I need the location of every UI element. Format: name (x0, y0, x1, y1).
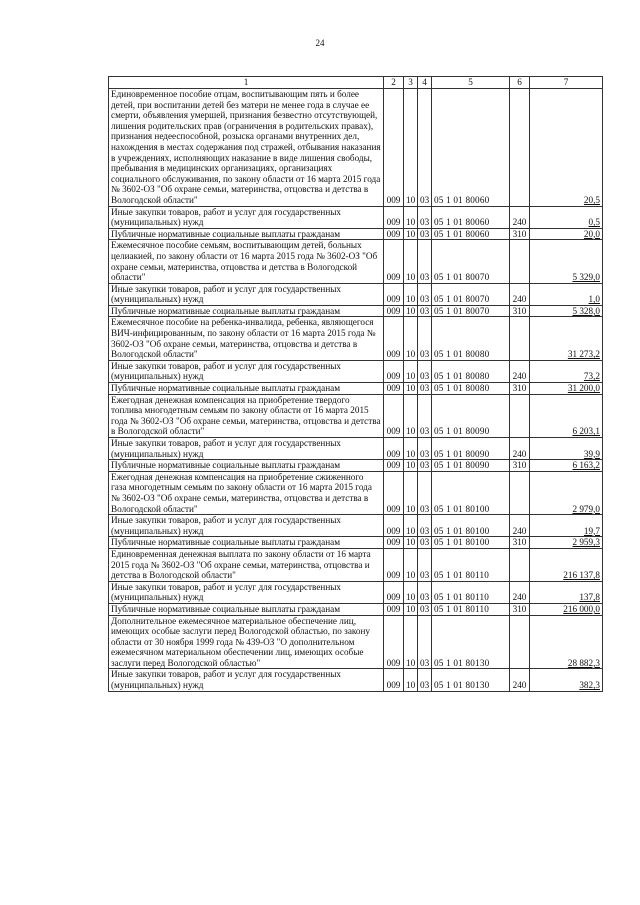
table-row (109, 460, 603, 472)
row-target-article-cell: 05 1 01 80080 (432, 360, 510, 382)
row-name-cell: Ежемесячное пособие на ребенка-инвалида, ребенка, являющегося ВИЧ-инфицированным, по закону области от 16 марта 2015 года № 3602-ОЗ "Об охране семьи, материнства, отцовства и детства в Вологодской области" (109, 317, 384, 360)
row-admin-code-cell: 009 (384, 206, 404, 228)
row-section-cell: 10 (404, 394, 418, 437)
row-section-cell: 10 (404, 581, 418, 603)
row-amount-cell (530, 460, 603, 472)
row-section-cell: 10 (404, 460, 418, 472)
row-subsection-cell: 03 (418, 460, 432, 472)
row-target-article-cell: 05 1 01 80060 (432, 89, 510, 207)
table-row (109, 317, 603, 360)
row-amount-cell (530, 383, 603, 395)
row-amount-cell (530, 305, 603, 317)
budget-table (108, 76, 603, 692)
row-section-cell: 10 (404, 669, 418, 691)
table-row (109, 669, 603, 691)
row-expense-type-cell (510, 615, 530, 669)
row-name-cell: Публичные нормативные социальные выплаты гражданам (109, 537, 384, 549)
table-row (109, 603, 603, 615)
row-amount-cell (530, 438, 603, 460)
row-section-cell: 10 (404, 283, 418, 305)
row-expense-type-cell: 240 (510, 283, 530, 305)
header-col-3: 3 (404, 77, 418, 89)
row-admin-code-cell: 009 (384, 669, 404, 691)
table-row (109, 537, 603, 549)
row-expense-type-cell: 310 (510, 603, 530, 615)
row-amount-cell (530, 228, 603, 240)
row-amount-cell (530, 537, 603, 549)
row-expense-type-cell (510, 548, 530, 581)
row-admin-code-cell: 009 (384, 228, 404, 240)
row-name-cell: Иные закупки товаров, работ и услуг для государственных (муниципальных) нужд (109, 283, 384, 305)
row-name-cell: Иные закупки товаров, работ и услуг для государственных (муниципальных) нужд (109, 515, 384, 537)
row-subsection-cell: 03 (418, 669, 432, 691)
row-target-article-cell: 05 1 01 80130 (432, 669, 510, 691)
header-col-2: 2 (384, 77, 404, 89)
row-subsection-cell: 03 (418, 438, 432, 460)
table-body (109, 89, 603, 692)
row-name-cell: Иные закупки товаров, работ и услуг для государственных (муниципальных) нужд (109, 438, 384, 460)
table-row (109, 305, 603, 317)
row-name-cell: Иные закупки товаров, работ и услуг для государственных (муниципальных) нужд (109, 669, 384, 691)
row-section-cell: 10 (404, 206, 418, 228)
row-subsection-cell: 03 (418, 471, 432, 514)
header-col-5: 5 (432, 77, 510, 89)
row-admin-code-cell: 009 (384, 360, 404, 382)
header-col-4: 4 (418, 77, 432, 89)
row-target-article-cell: 05 1 01 80070 (432, 283, 510, 305)
amount-value: 73,2 (583, 371, 600, 382)
amount-value: 5 329,0 (572, 272, 600, 283)
row-amount-cell (530, 89, 603, 207)
amount-value: 20,0 (583, 228, 600, 239)
row-admin-code-cell: 009 (384, 283, 404, 305)
row-expense-type-cell (510, 240, 530, 283)
row-admin-code-cell: 009 (384, 317, 404, 360)
row-name-cell: Публичные нормативные социальные выплаты гражданам (109, 228, 384, 240)
row-expense-type-cell (510, 471, 530, 514)
row-admin-code-cell: 009 (384, 548, 404, 581)
row-name-cell: Единовременное пособие отцам, воспитывающим пять и более детей, при воспитании детей без матери не менее года в случае ее смерти, объявления умершей, признания безвестно отсутствующей, лишения родительских прав (ограничения в родительских правах), признания недееспособной, розыска органами внутренних дел, нахождения в местах содержания под стражей, отбывания наказания в учреждениях, исполняющих наказание в виде лишения свободы, пребывания в медицинских организациях, организациях социального обслуживания, по закону области от 16 марта 2015 года № 3602-ОЗ "Об охране семьи, материнства, отцовства и детства в Вологодской области" (109, 89, 384, 207)
row-expense-type-cell: 310 (510, 305, 530, 317)
amount-value: 2 979,0 (572, 503, 600, 514)
amount-value: 5 328,0 (572, 305, 600, 316)
row-subsection-cell: 03 (418, 228, 432, 240)
row-name-cell: Иные закупки товаров, работ и услуг для государственных (муниципальных) нужд (109, 206, 384, 228)
row-amount-cell (530, 360, 603, 382)
row-admin-code-cell: 009 (384, 305, 404, 317)
row-name-cell: Ежегодная денежная компенсация на приобретение твердого топлива многодетным семьям по закону области от 16 марта 2015 года № 3602-ОЗ "Об охране семьи, материнства, отцовства и детства в Вологодской области" (109, 394, 384, 437)
row-target-article-cell: 05 1 01 80100 (432, 515, 510, 537)
row-expense-type-cell: 310 (510, 228, 530, 240)
row-admin-code-cell: 009 (384, 515, 404, 537)
row-amount-cell (530, 581, 603, 603)
row-section-cell: 10 (404, 603, 418, 615)
row-target-article-cell: 05 1 01 80070 (432, 240, 510, 283)
table-row (109, 394, 603, 437)
row-admin-code-cell: 009 (384, 383, 404, 395)
row-admin-code-cell: 009 (384, 537, 404, 549)
header-row (109, 77, 603, 89)
amount-value: 39,9 (583, 448, 600, 459)
amount-value: 1,0 (588, 294, 600, 305)
row-name-cell: Публичные нормативные социальные выплаты гражданам (109, 603, 384, 615)
row-subsection-cell: 03 (418, 317, 432, 360)
row-subsection-cell: 03 (418, 615, 432, 669)
row-section-cell: 10 (404, 438, 418, 460)
row-admin-code-cell: 009 (384, 460, 404, 472)
row-subsection-cell: 03 (418, 240, 432, 283)
row-admin-code-cell: 009 (384, 471, 404, 514)
row-expense-type-cell (510, 89, 530, 207)
row-expense-type-cell: 240 (510, 438, 530, 460)
row-amount-cell (530, 394, 603, 437)
row-target-article-cell: 05 1 01 80060 (432, 228, 510, 240)
row-subsection-cell: 03 (418, 283, 432, 305)
row-name-cell: Единовременная денежная выплата по закону области от 16 марта 2015 года № 3602-ОЗ "Об охране семьи, материнства, отцовства и детства в Вологодской области" (109, 548, 384, 581)
row-target-article-cell: 05 1 01 80130 (432, 615, 510, 669)
row-amount-cell (530, 548, 603, 581)
row-subsection-cell: 03 (418, 603, 432, 615)
table-row (109, 471, 603, 514)
row-amount-cell (530, 615, 603, 669)
row-name-cell: Публичные нормативные социальные выплаты гражданам (109, 383, 384, 395)
amount-value: 2 959,3 (572, 537, 600, 548)
header-col-1: 1 (109, 77, 384, 89)
row-amount-cell (530, 471, 603, 514)
table-row (109, 283, 603, 305)
row-section-cell: 10 (404, 89, 418, 207)
table-row (109, 228, 603, 240)
amount-value: 382,3 (579, 680, 600, 691)
row-target-article-cell: 05 1 01 80060 (432, 206, 510, 228)
table-row (109, 383, 603, 395)
row-section-cell: 10 (404, 317, 418, 360)
header-col-7: 7 (530, 77, 603, 89)
row-amount-cell (530, 515, 603, 537)
table-row (109, 89, 603, 207)
row-amount-cell (530, 317, 603, 360)
row-amount-cell (530, 206, 603, 228)
row-name-cell: Публичные нормативные социальные выплаты гражданам (109, 460, 384, 472)
row-expense-type-cell: 240 (510, 669, 530, 691)
row-subsection-cell: 03 (418, 305, 432, 317)
row-admin-code-cell: 009 (384, 438, 404, 460)
page-number: 24 (315, 38, 325, 48)
row-admin-code-cell: 009 (384, 89, 404, 207)
amount-value: 216 000,0 (563, 603, 600, 614)
row-subsection-cell: 03 (418, 89, 432, 207)
row-name-cell: Иные закупки товаров, работ и услуг для государственных (муниципальных) нужд (109, 360, 384, 382)
row-section-cell: 10 (404, 305, 418, 317)
row-target-article-cell: 05 1 01 80110 (432, 603, 510, 615)
row-expense-type-cell: 240 (510, 581, 530, 603)
row-name-cell: Ежегодная денежная компенсация на приобретение сжиженного газа многодетным семьям по закону области от 16 марта 2015 года № 3602-ОЗ "Об охране семьи, материнства, отцовства и детства в Вологодской области" (109, 471, 384, 514)
amount-value: 28 882,3 (567, 657, 600, 668)
row-amount-cell (530, 240, 603, 283)
row-subsection-cell: 03 (418, 360, 432, 382)
amount-value: 137,8 (579, 592, 600, 603)
row-section-cell: 10 (404, 228, 418, 240)
row-section-cell: 10 (404, 515, 418, 537)
row-expense-type-cell (510, 394, 530, 437)
row-expense-type-cell: 310 (510, 383, 530, 395)
table-row (109, 615, 603, 669)
row-section-cell: 10 (404, 383, 418, 395)
row-target-article-cell: 05 1 01 80090 (432, 438, 510, 460)
amount-value: 31 273,2 (567, 349, 600, 360)
row-section-cell: 10 (404, 615, 418, 669)
amount-value: 216 137,8 (563, 570, 600, 581)
row-subsection-cell: 03 (418, 581, 432, 603)
row-target-article-cell: 05 1 01 80090 (432, 394, 510, 437)
row-admin-code-cell: 009 (384, 615, 404, 669)
row-subsection-cell: 03 (418, 537, 432, 549)
row-expense-type-cell: 310 (510, 537, 530, 549)
row-name-cell: Дополнительное ежемесячное материальное обеспечение лиц, имеющих особые заслуги перед Вологодской областью, по закону области от 30 ноября 1999 года № 439-ОЗ "О дополнительном ежемесячном материальном обеспечении лиц, имеющих особые заслуги перед Вологодской областью" (109, 615, 384, 669)
row-target-article-cell: 05 1 01 80090 (432, 460, 510, 472)
row-target-article-cell: 05 1 01 80110 (432, 581, 510, 603)
row-name-cell: Иные закупки товаров, работ и услуг для государственных (муниципальных) нужд (109, 581, 384, 603)
row-target-article-cell: 05 1 01 80070 (432, 305, 510, 317)
row-expense-type-cell: 310 (510, 460, 530, 472)
table-header (109, 77, 603, 89)
row-section-cell: 10 (404, 537, 418, 549)
header-col-6: 6 (510, 77, 530, 89)
row-section-cell: 10 (404, 240, 418, 283)
row-section-cell: 10 (404, 548, 418, 581)
table-row (109, 240, 603, 283)
row-expense-type-cell: 240 (510, 206, 530, 228)
row-admin-code-cell: 009 (384, 603, 404, 615)
row-expense-type-cell: 240 (510, 360, 530, 382)
table-row (109, 581, 603, 603)
row-name-cell: Ежемесячное пособие семьям, воспитывающим детей, больных целиакией, по закону области от 16 марта 2015 года № 3602-ОЗ "Об охране семьи, материнства, отцовства и детства в Вологодской области" (109, 240, 384, 283)
row-section-cell: 10 (404, 360, 418, 382)
row-subsection-cell: 03 (418, 206, 432, 228)
row-subsection-cell: 03 (418, 515, 432, 537)
row-admin-code-cell: 009 (384, 240, 404, 283)
row-subsection-cell: 03 (418, 383, 432, 395)
table-row (109, 515, 603, 537)
row-amount-cell (530, 283, 603, 305)
row-admin-code-cell: 009 (384, 581, 404, 603)
row-target-article-cell: 05 1 01 80080 (432, 317, 510, 360)
row-target-article-cell: 05 1 01 80100 (432, 471, 510, 514)
row-target-article-cell: 05 1 01 80080 (432, 383, 510, 395)
amount-value: 6 203,1 (572, 426, 600, 437)
row-name-cell: Публичные нормативные социальные выплаты гражданам (109, 305, 384, 317)
amount-value: 6 163,2 (572, 460, 600, 471)
row-target-article-cell: 05 1 01 80110 (432, 548, 510, 581)
amount-value: 20,5 (583, 194, 600, 205)
table-row (109, 438, 603, 460)
row-subsection-cell: 03 (418, 548, 432, 581)
amount-value: 0,5 (588, 217, 600, 228)
row-expense-type-cell: 240 (510, 515, 530, 537)
row-admin-code-cell: 009 (384, 394, 404, 437)
row-target-article-cell: 05 1 01 80100 (432, 537, 510, 549)
row-amount-cell (530, 603, 603, 615)
row-section-cell: 10 (404, 471, 418, 514)
row-subsection-cell: 03 (418, 394, 432, 437)
table-row (109, 548, 603, 581)
row-expense-type-cell (510, 317, 530, 360)
table-row (109, 360, 603, 382)
amount-value: 31 200,0 (567, 383, 600, 394)
row-amount-cell (530, 669, 603, 691)
amount-value: 19,7 (583, 525, 600, 536)
table-row (109, 206, 603, 228)
